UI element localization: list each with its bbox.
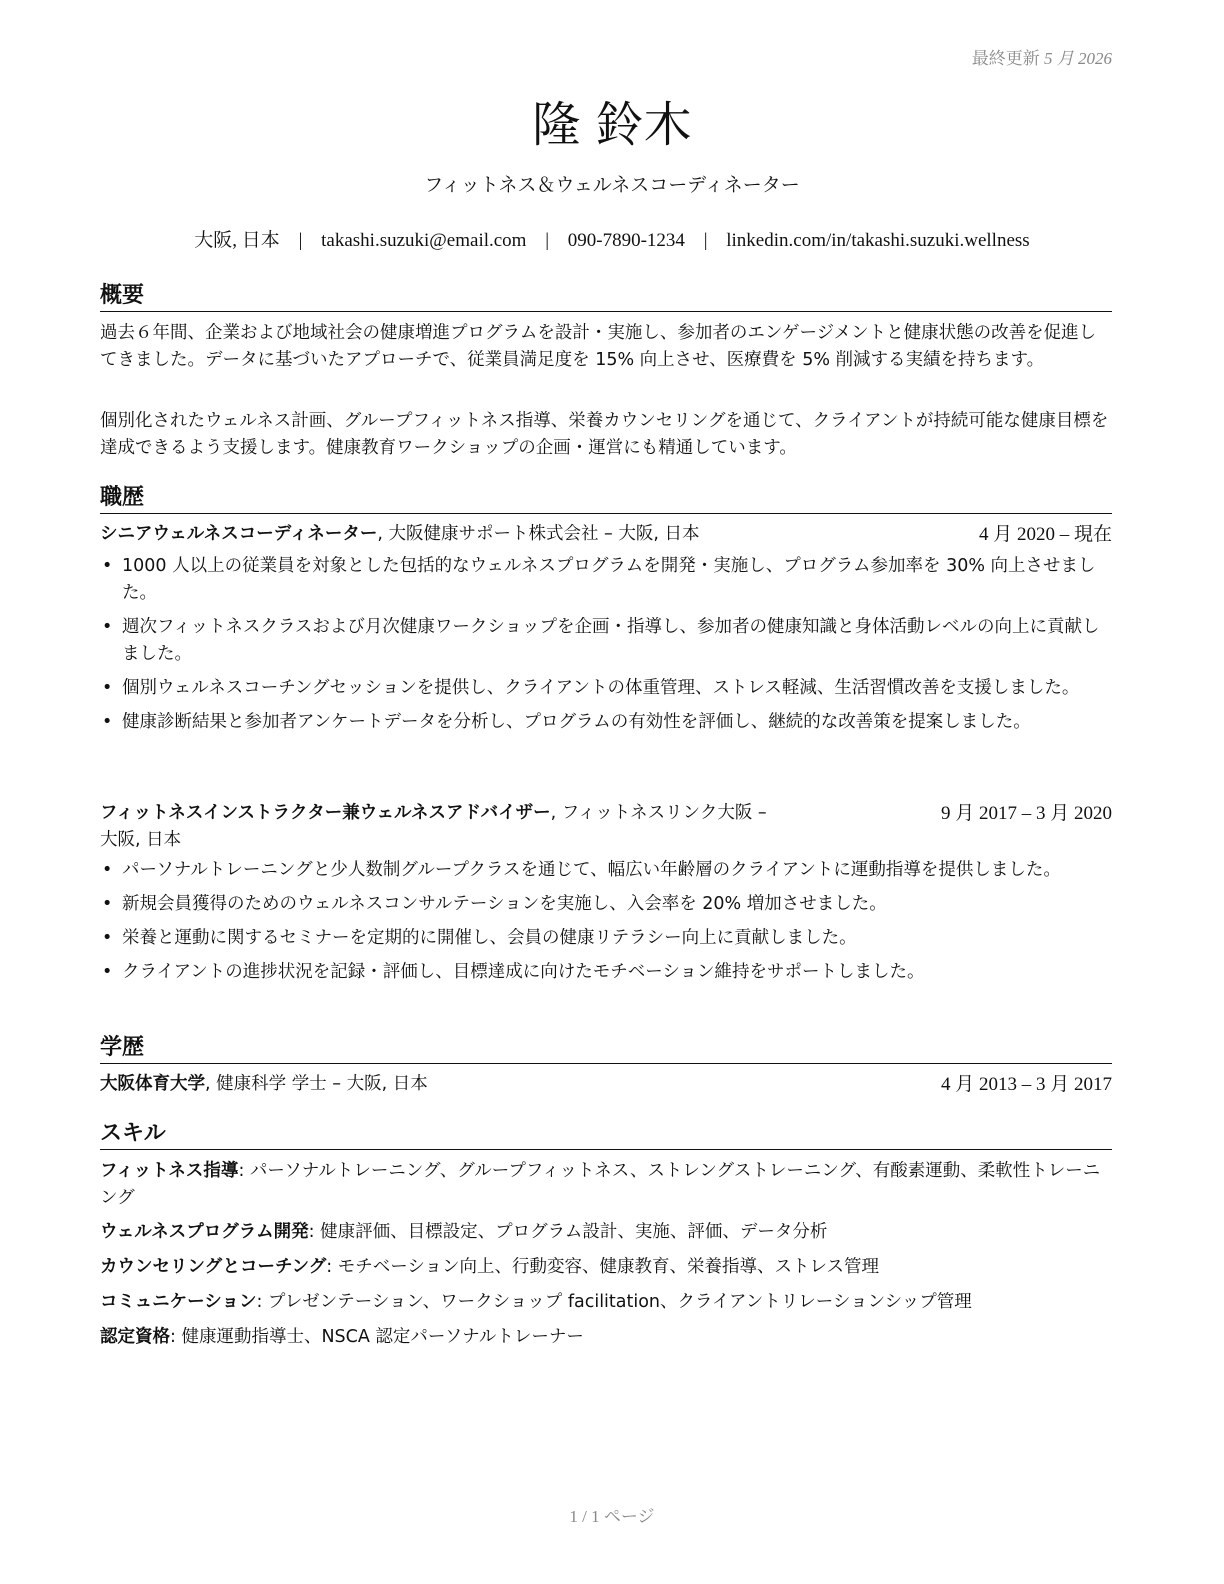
skill-label: コミュニケーション bbox=[100, 1292, 257, 1312]
job-dates: 4 月 2020 – 現在 bbox=[978, 524, 1112, 545]
education-school: 大阪体育大学 bbox=[100, 1074, 205, 1094]
contact-separator: | bbox=[298, 230, 303, 251]
section-skills-title: スキル bbox=[100, 1116, 1112, 1150]
education-detail: , 健康科学 学士 – 大阪, 日本 bbox=[205, 1074, 428, 1094]
section-summary-title: 概要 bbox=[100, 278, 1112, 312]
job-org-location: 大阪, 日本 bbox=[100, 830, 182, 850]
job-dates: 9 月 2017 – 3 月 2020 bbox=[940, 803, 1112, 824]
skill-label: ウェルネスプログラム開発 bbox=[100, 1222, 309, 1242]
contact-phone: 090-7890-1234 bbox=[567, 230, 685, 251]
job-org: , 大阪健康サポート株式会社 – 大阪, 日本 bbox=[377, 524, 700, 544]
section-experience-title: 職歴 bbox=[100, 480, 1112, 514]
skill-label: 認定資格 bbox=[100, 1327, 170, 1347]
job-role: フィットネスインストラクター兼ウェルネスアドバイザー bbox=[100, 803, 551, 823]
job-org: , フィットネスリンク大阪 – bbox=[550, 803, 767, 823]
contact-separator: | bbox=[545, 230, 550, 251]
list-item: • 1000 人以上の従業員を対象とした包括的なウェルネスプログラムを開発・実施し、プログラム参加率を 30% 向上させました。 bbox=[100, 553, 1112, 607]
job-bullets bbox=[100, 553, 1112, 743]
job-bullets bbox=[100, 857, 1112, 993]
list-item: • 週次フィットネスクラスおよび月次健康ワークショップを企画・指導し、参加者の健康知識と身体活動レベルの向上に貢献しました。 bbox=[100, 614, 1112, 668]
contact-location: 大阪, 日本 bbox=[194, 230, 280, 251]
section-education-title: 学歴 bbox=[100, 1030, 1112, 1064]
skill-value: : モチベーション向上、行動変容、健康教育、栄養指導、ストレス管理 bbox=[326, 1257, 880, 1277]
summary-paragraph-1: 過去６年間、企業および地域社会の健康増進プログラムを設計・実施し、参加者のエンゲージメントと健康状態の改善を促進してきました。データに基づいたアプローチで、従業員満足度を 15% 向上させ、医療費を 5% 削減する実績を持ちます。 bbox=[100, 323, 1097, 370]
job-header bbox=[100, 800, 1112, 854]
list-item: • 新規会員獲得のためのウェルネスコンサルテーションを実施し、入会率を 20% 増加させました。 bbox=[100, 891, 1112, 918]
last-updated bbox=[972, 44, 1112, 69]
skill-line bbox=[100, 1289, 1112, 1316]
contact-email[interactable]: takashi.suzuki@email.com bbox=[321, 230, 527, 251]
contact-linkedin[interactable]: linkedin.com/in/takashi.suzuki.wellness bbox=[726, 230, 1030, 251]
updated-month: 5 月 bbox=[1044, 49, 1074, 68]
skill-value: : パーソナルトレーニング、グループフィットネス、ストレングストレーニング、有酸素運動、柔軟性トレーニング bbox=[100, 1161, 1101, 1208]
list-item: • 個別ウェルネスコーチングセッションを提供し、クライアントの体重管理、ストレス軽減、生活習慣改善を支援しました。 bbox=[100, 675, 1112, 702]
list-item: • クライアントの進捗状況を記録・評価し、目標達成に向けたモチベーション維持をサポートしました。 bbox=[100, 959, 1112, 986]
summary-paragraph-2: 個別化されたウェルネス計画、グループフィットネス指導、栄養カウンセリングを通じて、クライアントが持続可能な健康目標を達成できるよう支援します。健康教育ワークショップの企画・運営にも精通しています。 bbox=[100, 411, 1109, 458]
updated-year: 2026 bbox=[1078, 49, 1112, 68]
skill-line bbox=[100, 1254, 1112, 1281]
skill-line bbox=[100, 1219, 1112, 1246]
updated-prefix: 最終更新 bbox=[971, 49, 1040, 68]
skill-value: : 健康運動指導士、NSCA 認定パーソナルトレーナー bbox=[170, 1327, 584, 1347]
candidate-title: フィットネス＆ウェルネスコーディネーター bbox=[424, 174, 800, 196]
skill-label: カウンセリングとコーチング bbox=[100, 1257, 327, 1277]
education-entry bbox=[100, 1071, 1112, 1098]
list-item: • 栄養と運動に関するセミナーを定期的に開催し、会員の健康リテラシー向上に貢献しました。 bbox=[100, 925, 1112, 952]
skill-line bbox=[100, 1158, 1112, 1212]
contact-separator: | bbox=[703, 230, 708, 251]
job-header bbox=[100, 521, 1112, 548]
skill-value: : 健康評価、目標設定、プログラム設計、実施、評価、データ分析 bbox=[308, 1222, 828, 1242]
skill-value: : プレゼンテーション、ワークショップ facilitation、クライアントリレーションシップ管理 bbox=[256, 1292, 972, 1312]
education-dates: 4 月 2013 – 3 月 2017 bbox=[940, 1074, 1112, 1095]
list-item: • 健康診断結果と参加者アンケートデータを分析し、プログラムの有効性を評価し、継続的な改善策を提案しました。 bbox=[100, 709, 1112, 736]
contact-line bbox=[0, 225, 1224, 252]
candidate-name: 隆 鈴木 bbox=[532, 97, 692, 153]
skill-label: フィットネス指導 bbox=[100, 1161, 239, 1181]
page-number: 1 / 1 ページ bbox=[569, 1507, 655, 1526]
list-item: • パーソナルトレーニングと少人数制グループクラスを通じて、幅広い年齢層のクライアントに運動指導を提供しました。 bbox=[100, 857, 1112, 884]
skill-line bbox=[100, 1324, 1112, 1351]
job-role: シニアウェルネスコーディネーター bbox=[100, 524, 378, 544]
